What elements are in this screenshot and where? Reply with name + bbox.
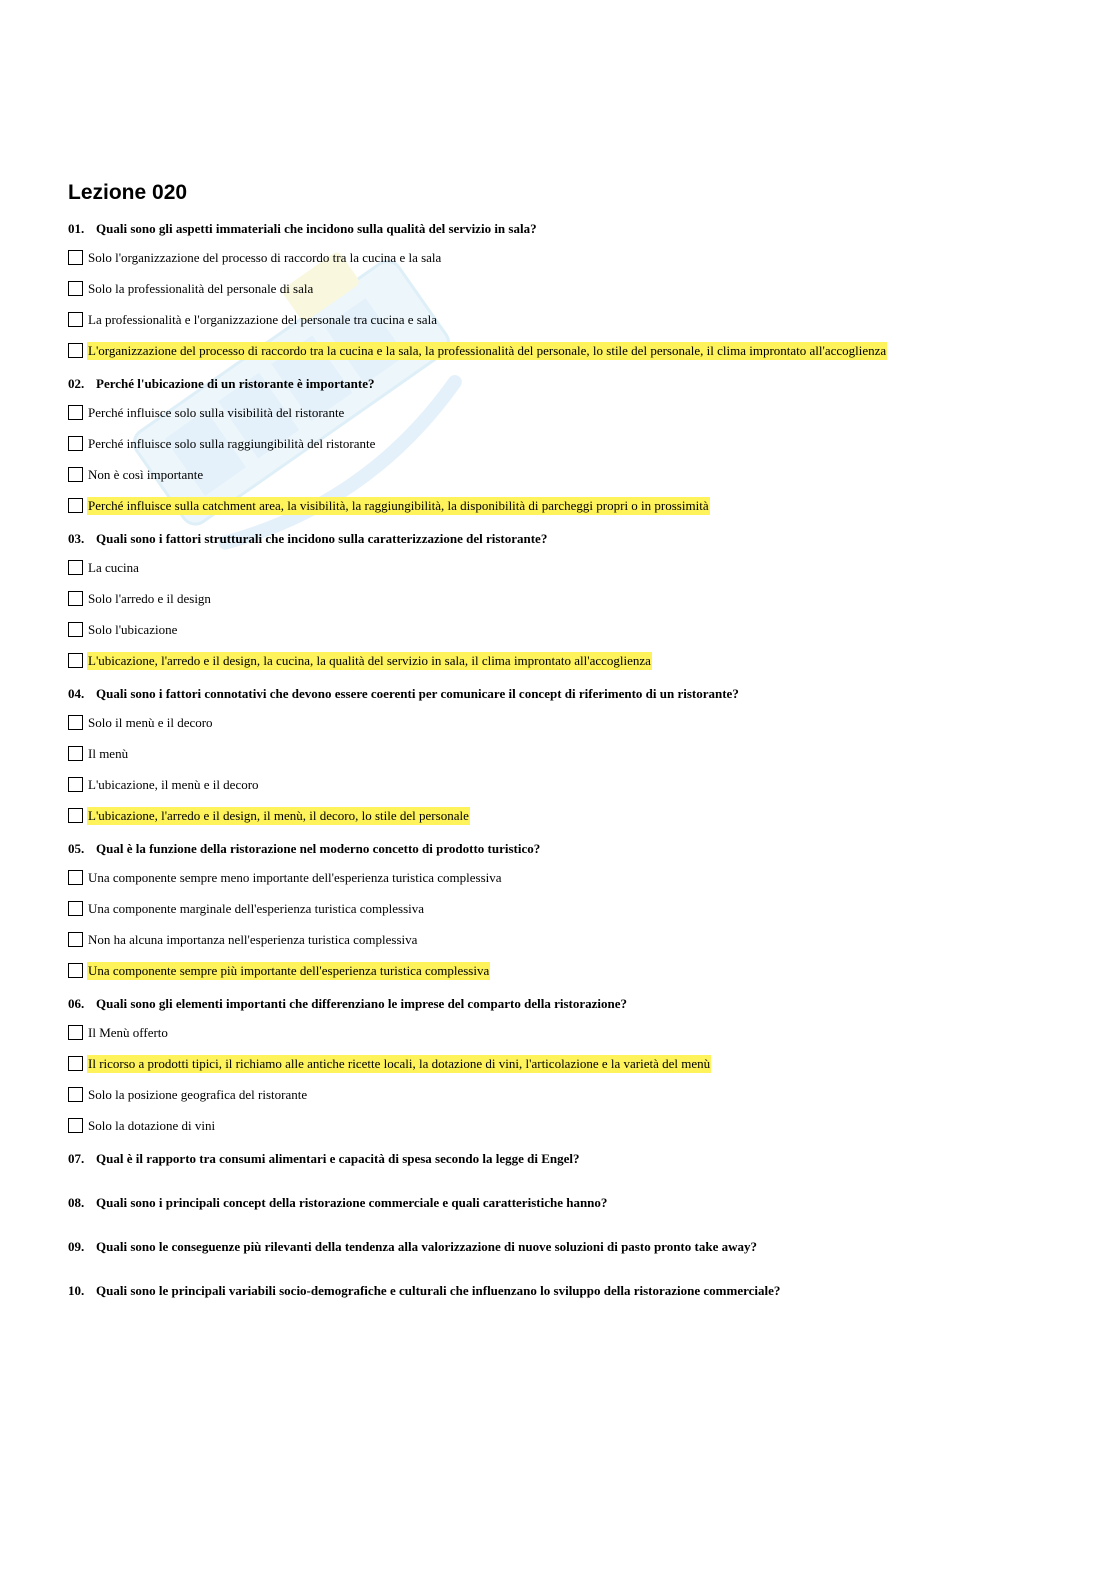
answer-option[interactable] [68,339,1068,362]
question-text [68,685,1068,703]
answer-option[interactable] [68,1114,1068,1137]
answer-text: La professionalità e l'organizzazione del personale tra cucina e sala [88,311,437,327]
answer-text: Perché influisce solo sulla raggiungibilità del ristorante [88,435,376,451]
question-label: Quali sono i principali concept della ristorazione commerciale e quali caratteristiche hanno? [96,1195,608,1210]
question-block [68,685,1068,827]
answer-checkbox[interactable] [68,281,83,296]
answer-checkbox[interactable] [68,250,83,265]
question-text [68,530,1068,548]
question-number: 01. [68,221,85,236]
question-label: Quali sono i fattori connotativi che devono essere coerenti per comunicare il concept di riferimento di un ristorante? [96,686,739,701]
answer-option[interactable] [68,866,1068,889]
question-label: Quali sono le conseguenze più rilevanti della tendenza alla valorizzazione di nuove soluzioni di pasto pronto take away? [96,1239,757,1254]
question-text [68,375,1068,393]
answer-checkbox[interactable] [68,1025,83,1040]
answer-option[interactable] [68,432,1068,455]
answer-text-highlighted: L'ubicazione, l'arredo e il design, il menù, il decoro, lo stile del personale [88,807,469,823]
question-number: 03. [68,531,85,546]
answer-checkbox[interactable] [68,1087,83,1102]
question-block [68,530,1068,672]
question-block [68,220,1068,362]
page-title: Lezione 020 [68,181,188,204]
answer-option[interactable] [68,649,1068,672]
answer-text: L'ubicazione, il menù e il decoro [88,776,259,792]
answer-checkbox[interactable] [68,901,83,916]
question-number: 09. [68,1239,85,1254]
answer-checkbox[interactable] [68,1118,83,1133]
answer-text: Solo la dotazione di vini [88,1117,216,1133]
answer-option[interactable] [68,1083,1068,1106]
answer-text: Solo l'arredo e il design [88,590,211,606]
answer-option[interactable] [68,773,1068,796]
answer-text: Una componente sempre meno importante dell'esperienza turistica complessiva [88,869,502,885]
answer-text: Una componente marginale dell'esperienza turistica complessiva [88,900,425,916]
answer-option[interactable] [68,246,1068,269]
answer-option[interactable] [68,897,1068,920]
answer-option[interactable] [68,928,1068,951]
question-label: Quali sono gli aspetti immateriali che incidono sulla qualità del servizio in sala? [96,221,537,236]
answer-text-highlighted: Una componente sempre più importante dell'esperienza turistica complessiva [88,962,490,978]
answer-checkbox[interactable] [68,343,83,358]
question-number: 06. [68,996,85,1011]
answer-option[interactable] [68,959,1068,982]
document-content [68,178,1068,1326]
answer-text-highlighted: L'ubicazione, l'arredo e il design, la cucina, la qualità del servizio in sala, il clima improntato all'accoglienza [88,652,651,668]
answer-checkbox[interactable] [68,932,83,947]
answer-text: Perché influisce solo sulla visibilità del ristorante [88,404,345,420]
answer-option[interactable] [68,556,1068,579]
answer-option[interactable] [68,494,1068,517]
question-number: 02. [68,376,85,391]
answer-option[interactable] [68,804,1068,827]
answer-checkbox[interactable] [68,312,83,327]
open-question [68,1282,1068,1300]
question-number: 10. [68,1283,85,1298]
question-text [68,995,1068,1013]
answer-option[interactable] [68,463,1068,486]
answer-option[interactable] [68,308,1068,331]
open-question [68,1194,1068,1212]
answer-text: La cucina [88,559,139,575]
open-question-list [68,1150,1068,1300]
answer-text-highlighted: L'organizzazione del processo di raccordo tra la cucina e la sala, la professionalità del personale, lo stile del personale, il clima improntato all'accoglienza [88,342,887,358]
question-number: 08. [68,1195,85,1210]
question-label: Qual è il rapporto tra consumi alimentari e capacità di spesa secondo la legge di Engel? [96,1151,580,1166]
question-number: 04. [68,686,85,701]
answer-checkbox[interactable] [68,591,83,606]
answer-option[interactable] [68,742,1068,765]
question-text [68,840,1068,858]
answer-checkbox[interactable] [68,715,83,730]
question-label: Quali sono gli elementi importanti che differenziano le imprese del comparto della ristorazione? [96,996,628,1011]
answer-text: Solo l'ubicazione [88,621,178,637]
answer-checkbox[interactable] [68,653,83,668]
answer-text: Il menù [88,745,129,761]
question-block [68,995,1068,1137]
question-text [68,220,1068,238]
open-question [68,1238,1068,1256]
answer-checkbox[interactable] [68,467,83,482]
answer-option[interactable] [68,711,1068,734]
answer-option[interactable] [68,277,1068,300]
answer-checkbox[interactable] [68,808,83,823]
answer-option[interactable] [68,1052,1068,1075]
answer-option[interactable] [68,587,1068,610]
answer-text-highlighted: Perché influisce sulla catchment area, la visibilità, la raggiungibilità, la disponibilità di parcheggi propri o in prossimità [88,497,709,513]
answer-checkbox[interactable] [68,1056,83,1071]
answer-checkbox[interactable] [68,498,83,513]
answer-text: Solo la professionalità del personale di sala [88,280,314,296]
question-block [68,840,1068,982]
question-number: 05. [68,841,85,856]
answer-text: Non ha alcuna importanza nell'esperienza turistica complessiva [88,931,418,947]
answer-option[interactable] [68,401,1068,424]
question-label: Qual è la funzione della ristorazione nel moderno concetto di prodotto turistico? [96,841,541,856]
answer-checkbox[interactable] [68,436,83,451]
answer-text: Solo l'organizzazione del processo di raccordo tra la cucina e la sala [88,249,442,265]
answer-text-highlighted: Il ricorso a prodotti tipici, il richiamo alle antiche ricette locali, la dotazione di vini, l'articolazione e la varietà del menù [88,1055,711,1071]
answer-option[interactable] [68,618,1068,641]
answer-checkbox[interactable] [68,963,83,978]
answer-checkbox[interactable] [68,560,83,575]
question-number: 07. [68,1151,85,1166]
answer-checkbox[interactable] [68,622,83,637]
question-label: Perché l'ubicazione di un ristorante è importante? [96,376,375,391]
question-label: Quali sono i fattori strutturali che incidono sulla caratterizzazione del ristorante? [96,531,548,546]
answer-option[interactable] [68,1021,1068,1044]
answer-text: Non è così importante [88,466,204,482]
answer-text: Solo la posizione geografica del ristorante [88,1086,308,1102]
open-question [68,1150,1068,1168]
answer-checkbox[interactable] [68,405,83,420]
answer-checkbox[interactable] [68,746,83,761]
answer-text: Il Menù offerto [88,1024,168,1040]
answer-checkbox[interactable] [68,870,83,885]
question-list [68,220,1068,1137]
question-label: Quali sono le principali variabili socio-demografiche e culturali che influenzano lo sviluppo della ristorazione commerciale? [96,1283,781,1298]
question-block [68,375,1068,517]
answer-checkbox[interactable] [68,777,83,792]
answer-text: Solo il menù e il decoro [88,714,213,730]
